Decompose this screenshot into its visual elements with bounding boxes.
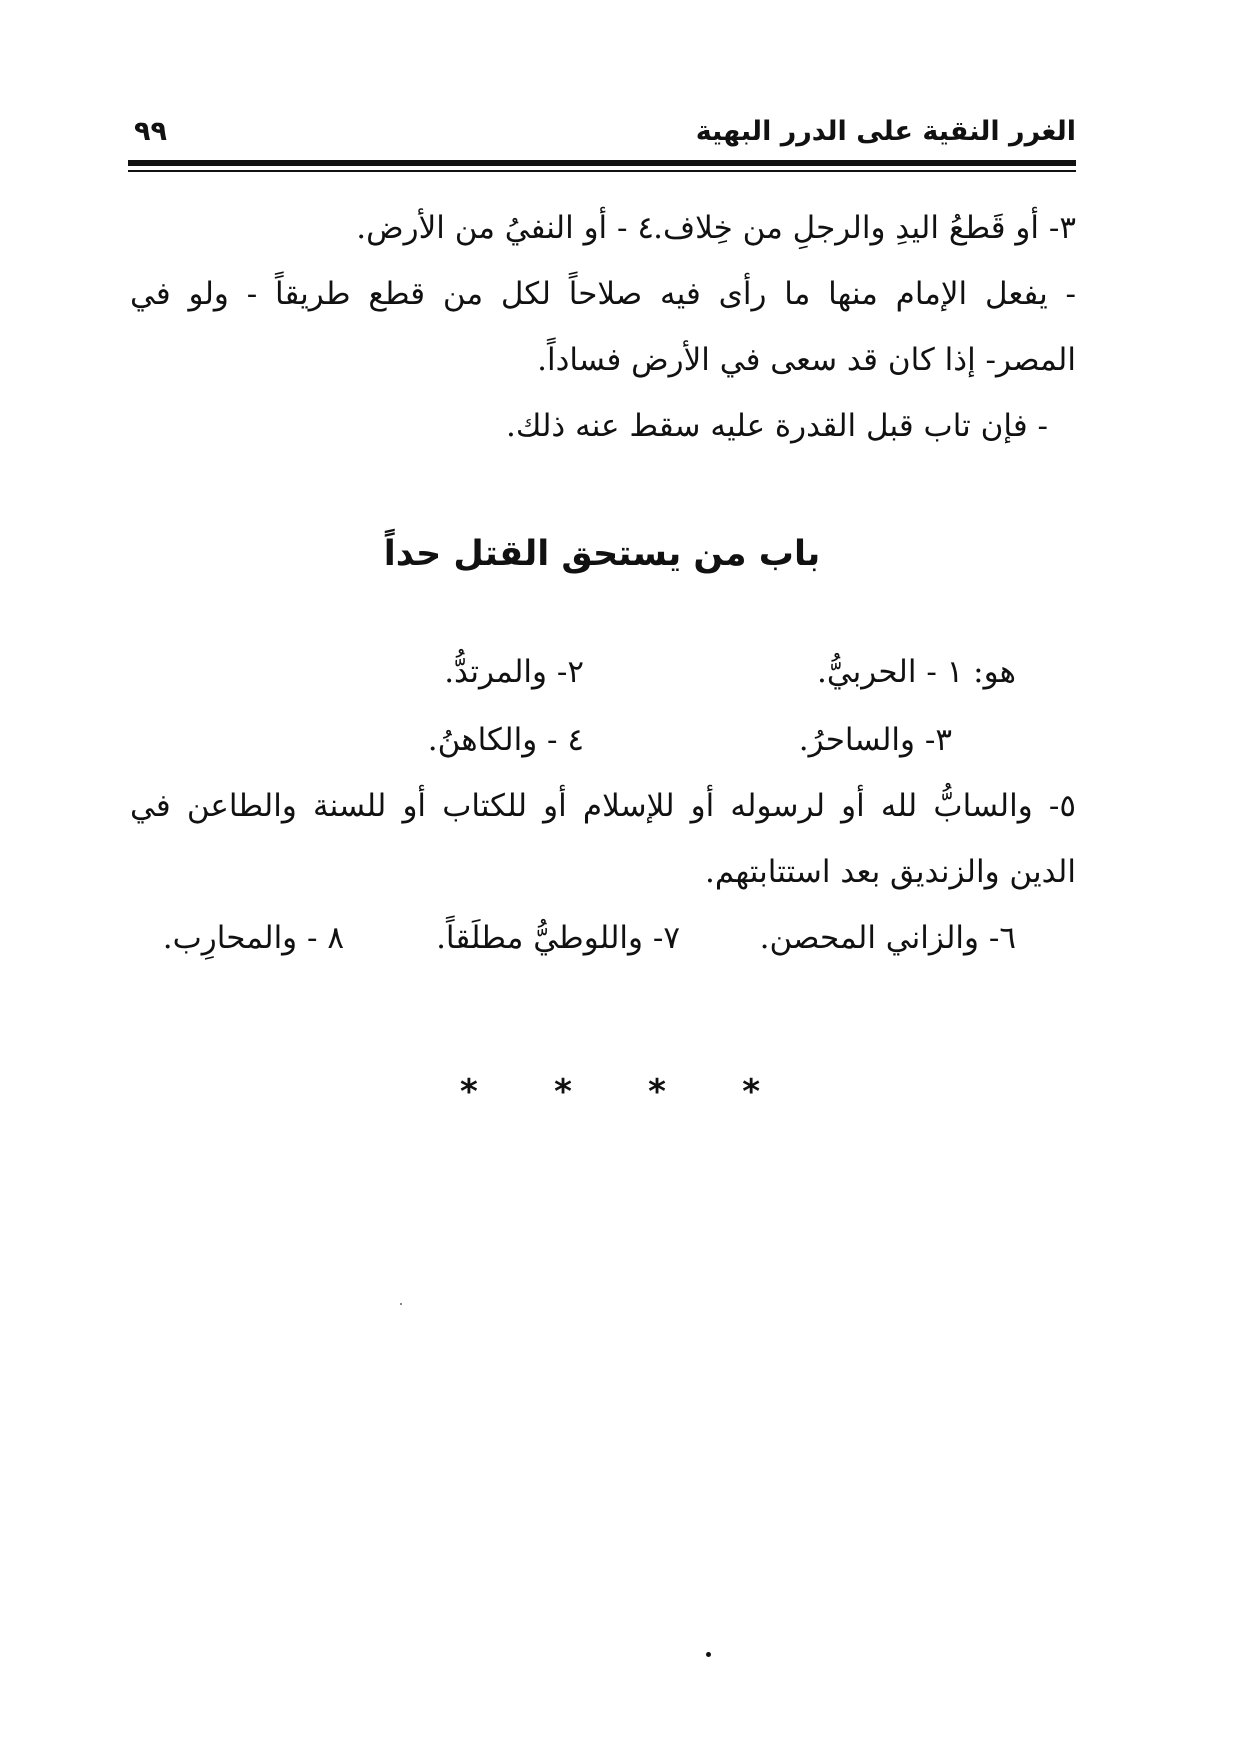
list-item-5-line-1: ٥- والسابُّ لله أو لرسوله أو للإسلام أو للكتاب أو للسنة والطاعن في: [130, 788, 1076, 824]
separator-asterisk: *: [460, 1072, 478, 1112]
running-title: الغرر النقية على الدرر البهية: [695, 116, 1076, 147]
list-item-6: ٦- والزاني المحصن.: [759, 920, 1016, 956]
separator-asterisk: *: [742, 1072, 760, 1112]
imam-paragraph-line-1: - يفعل الإمام منها ما رأى فيه صلاحاً لكل من قطع طريقاً - ولو في: [130, 276, 1076, 312]
list-item-4: ٤ - والكاهنُ.: [427, 722, 584, 758]
section-separator: [460, 1070, 760, 1114]
punishment-item-4: ٤ - أو النفيُ من الأرض.: [356, 210, 654, 246]
chapter-heading: باب من يستحق القتل حداً: [383, 534, 821, 574]
list-item-2: ٢- والمرتدُّ.: [444, 654, 584, 690]
list-item-5-line-2: الدين والزنديق بعد استتابتهم.: [705, 854, 1076, 890]
punishment-item-3: ٣- أو قَطعُ اليدِ والرجلِ من خِلاف.: [653, 210, 1076, 246]
page-number: ٩٩: [134, 116, 167, 147]
separator-asterisk: *: [554, 1072, 572, 1112]
list-item-3: ٣- والساحرُ.: [798, 722, 952, 758]
scan-speck: [400, 1303, 402, 1305]
list-item-7: ٧- واللوطيُّ مطلَقاً.: [436, 920, 680, 956]
list-item-8: ٨ - والمحارِب.: [162, 920, 344, 956]
scan-dot: [706, 1652, 711, 1657]
header-rule-thin: [128, 170, 1076, 172]
header-rule-thick: [128, 160, 1076, 166]
list-item-1: هو: ١ - الحربيُّ.: [816, 654, 1016, 690]
imam-paragraph-line-2: المصر- إذا كان قد سعى في الأرض فساداً.: [537, 342, 1076, 378]
repentance-paragraph: - فإن تاب قبل القدرة عليه سقط عنه ذلك.: [506, 408, 1048, 444]
separator-asterisk: *: [648, 1072, 666, 1112]
page-header: [128, 114, 1076, 150]
